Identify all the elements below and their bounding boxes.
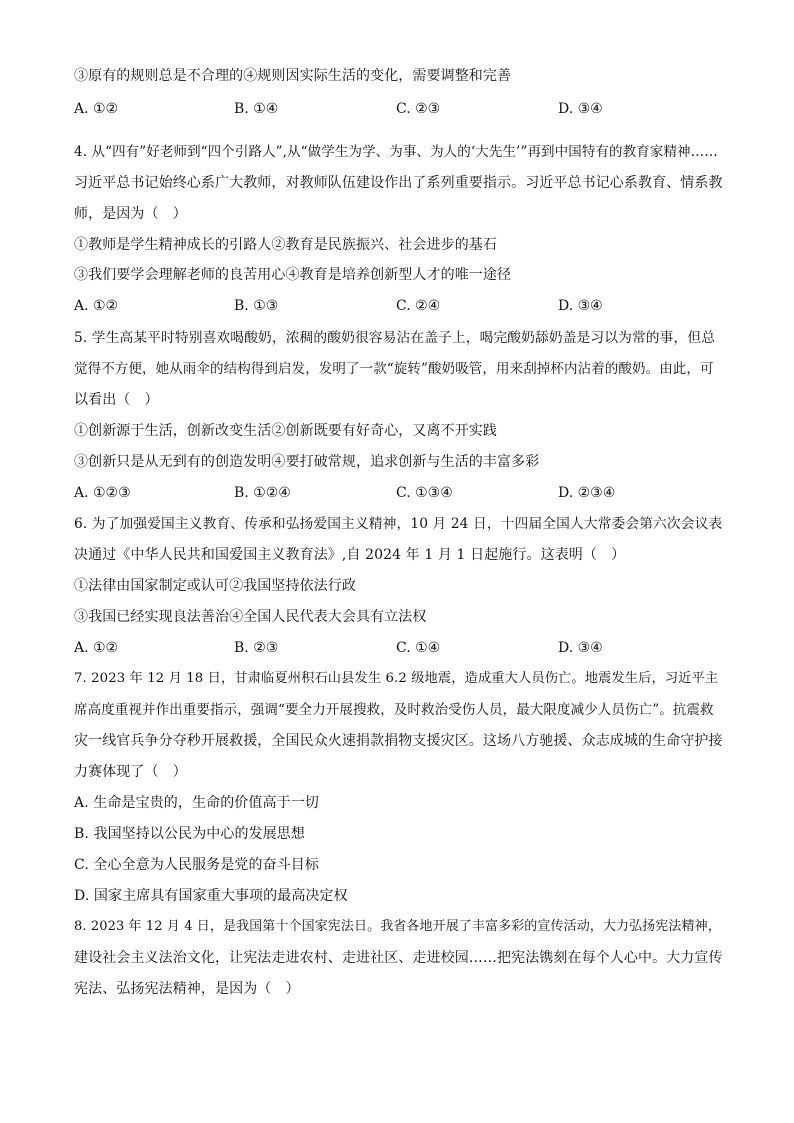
q4-statement-line-1: ①教师是学生精神成长的引路人②教育是民族振兴、社会进步的基石: [74, 237, 497, 253]
q4-option-b: B. ①③: [234, 298, 279, 314]
q4-statement-line-2: ③我们要学会理解老师的良苦用心④教育是培养创新型人才的唯一途径: [74, 267, 512, 283]
q5-statement-line-1: ①创新源于生活，创新改变生活②创新既要有好奇心，又离不开实践: [74, 423, 497, 439]
q5-stem-line-3: 以看出（ ）: [74, 392, 159, 408]
q6-statement-line-1: ①法律由国家制定或认可②我国坚持依法行政: [74, 578, 356, 594]
q6-stem-line-1: 6. 为了加强爱国主义教育、传承和弘扬爱国主义精神，10 月 24 日，十四届全国人大常委会第六次会议表: [74, 516, 723, 532]
q7-stem-line-1: 7. 2023 年 12 月 18 日，甘肃临夏州积石山县发生 6.2 级地震，造成重大人员伤亡。地震发生后，习近平主: [74, 671, 719, 686]
q7-option-c: C. 全心全意为人民服务是党的奋斗目标: [74, 857, 320, 873]
q3-option-c: C. ②③: [396, 101, 441, 117]
q7-stem-line-4: 力赛体现了（ ）: [74, 764, 187, 780]
q8-stem-line-2: 建设社会主义法治文化，让宪法走进农村、走进社区、走进校园……把宪法镌刻在每个人心中。大力宣传: [74, 950, 723, 966]
q5-option-b: B. ①②④: [234, 485, 291, 501]
q5-option-a: A. ①②③: [74, 485, 131, 501]
q4-option-a: A. ①②: [74, 298, 119, 314]
q6-option-d: D. ③④: [558, 640, 603, 656]
q4-stem-line-1: 4. 从“四有”好老师到“四个引路人”,从“做学生为学、为事、为人的‘大先生’”再到中国特有的教育家精神……: [74, 144, 718, 160]
q3-option-a: A. ①②: [74, 101, 119, 117]
q6-statement-line-2: ③我国已经实现良法善治④全国人民代表大会具有立法权: [74, 609, 427, 625]
q4-stem-line-2: 习近平总书记始终心系广大教师，对教师队伍建设作出了系列重要指示。习近平总书记心系教育、情系教: [74, 175, 723, 191]
q7-stem-line-3: 灾一线官兵争分夺秒开展救援，全国民众火速捐款捐物支援灾区。这场八方驰援、众志成城的生命守护接: [74, 733, 723, 749]
q5-stem-line-1: 5. 学生高某平时特别喜欢喝酸奶，浓稠的酸奶很容易沾在盖子上，喝完酸奶舔奶盖是习以为常的事，但总: [74, 330, 716, 346]
q3-option-b: B. ①④: [234, 101, 279, 117]
q7-option-a: A. 生命是宝贵的，生命的价值高于一切: [74, 795, 319, 811]
q3-options: [74, 99, 724, 119]
q6-option-c: C. ①④: [396, 640, 441, 656]
q5-options: [74, 483, 724, 503]
q3-option-d: D. ③④: [558, 101, 603, 117]
q4-options: [74, 296, 724, 316]
q5-stem-line-2: 觉得不方便，她从雨伞的结构得到启发，发明了一款“旋转”酸奶吸管，用来刮掉杯内沾着的酸奶。由此，可: [74, 361, 714, 377]
q6-option-b: B. ②③: [234, 640, 279, 656]
q6-stem-line-2: 决通过《中华人民共和国爱国主义教育法》,自 2024 年 1 月 1 日起施行。这表明（ ）: [74, 547, 626, 563]
q5-statement-line-2: ③创新只是从无到有的创造发明④要打破常规，追求创新与生活的丰富多彩: [74, 454, 540, 470]
q3-statement-line: ③原有的规则总是不合理的④规则因实际生活的变化，需要调整和完善: [74, 68, 512, 84]
q4-stem-line-3: 师，是因为（ ）: [74, 206, 187, 222]
q5-option-c: C. ①③④: [396, 485, 453, 501]
q8-stem-line-3: 宪法、弘扬宪法精神，是因为（ ）: [74, 981, 300, 997]
q7-option-d: D. 国家主席具有国家重大事项的最高决定权: [74, 888, 348, 904]
q5-option-d: D. ②③④: [558, 485, 616, 501]
q6-options: [74, 638, 724, 658]
q7-stem-line-2: 席高度重视并作出重要指示，强调“要全力开展搜救，及时救治受伤人员，最大限度减少人员伤亡”。抗震救: [74, 702, 714, 718]
q8-stem-line-1: 8. 2023 年 12 月 4 日，是我国第十个国家宪法日。我省各地开展了丰富多彩的宣传活动，大力弘扬宪法精神，: [74, 919, 721, 934]
q7-option-b: B. 我国坚持以公民为中心的发展思想: [74, 826, 305, 842]
q4-option-c: C. ②④: [396, 298, 441, 314]
q4-option-d: D. ③④: [558, 298, 603, 314]
q6-option-a: A. ①②: [74, 640, 119, 656]
